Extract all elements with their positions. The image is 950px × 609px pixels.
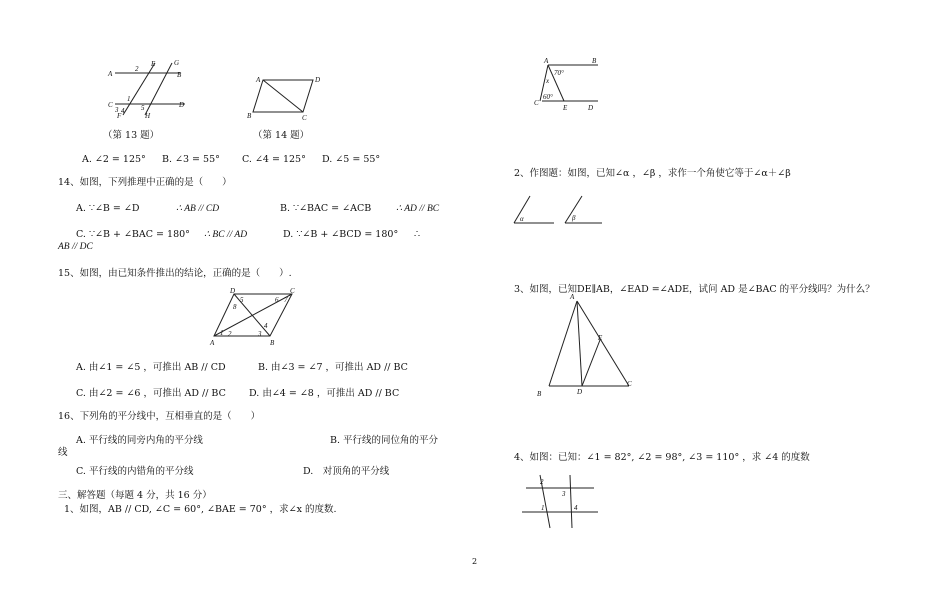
q14-option-d-therefore: ∴	[414, 229, 421, 240]
fx-label-d: D	[588, 104, 594, 112]
q13-option-a: A. ∠2 = 125°	[82, 154, 146, 165]
f13-label-1: 1	[127, 95, 131, 103]
q14-option-a-conclusion: ∴ AB // CD	[176, 204, 220, 214]
f13-label-2: 2	[135, 65, 139, 73]
f3-label-b: B	[537, 390, 542, 398]
f13-label-4: 4	[121, 107, 125, 115]
q16-option-b-wrap: 线	[58, 447, 68, 458]
fx-label-e: E	[563, 104, 568, 112]
solve-2-question: 2、作图题：如图，已知∠α ，∠β ，求作一个角使它等于∠α＋∠β	[514, 168, 791, 179]
f15-label-6: 6	[275, 296, 279, 304]
q15-option-d: D. 由∠4 = ∠8 ，可推出 AD // BC	[249, 388, 400, 399]
f3-label-e: E	[598, 334, 603, 342]
q15-stem: 15、如图，由已知条件推出的结论，正确的是（ ）.	[58, 268, 292, 279]
fx-label-b: B	[592, 57, 597, 65]
f15-label-1: 1	[220, 329, 224, 337]
fx-label-60: 60°	[543, 93, 553, 101]
q14-option-d-premise: D. ∵∠B + ∠BCD = 180°	[283, 229, 399, 240]
q14-option-c-conclusion: ∴ BC // AD	[204, 230, 248, 240]
solve-3-question: 3、如图，已知DE∥AB，∠EAD =∠ADE，试问 AD 是∠BAC 的平分线吗？为什么？	[514, 284, 875, 295]
f15-label-2: 2	[228, 330, 232, 338]
fx-label-a: A	[544, 57, 549, 65]
q13-option-c: C. ∠4 = 125°	[242, 154, 306, 165]
solve-4-question: 4、如图：已知：∠1 = 82°, ∠2 = 98°, ∠3 = 110° ，求 ∠4 的度数	[514, 452, 810, 463]
f13-label-3: 3	[115, 106, 119, 114]
f3-label-d: D	[577, 388, 583, 396]
figure-bisector-diagram	[534, 294, 644, 398]
q14-option-a-premise: A. ∵∠B = ∠D	[76, 203, 140, 214]
f13-label-h: H	[145, 112, 151, 120]
q16-option-c: C. 平行线的内错角的平分线	[76, 466, 194, 477]
f13-label-a: A	[108, 70, 113, 78]
f15-label-b: B	[270, 339, 275, 347]
q14-option-b-premise: B. ∵∠BAC = ∠ACB	[280, 203, 372, 214]
q14-option-b-conclusion: ∴ AD // BC	[396, 204, 440, 214]
page-number: 2	[472, 557, 478, 566]
f15-label-3: 3	[258, 330, 262, 338]
figure-14-caption: （第 14 题）	[253, 130, 310, 141]
f4-label-1: 1	[541, 504, 545, 512]
f4-label-3: 3	[562, 490, 566, 498]
fx-label-70: 70°	[554, 69, 564, 77]
f4-label-2: 2	[540, 478, 544, 486]
f4-label-4: 4	[574, 504, 578, 512]
f14-label-d: D	[315, 76, 321, 84]
f3-label-a: A	[570, 293, 575, 301]
fx-label-x: x	[546, 77, 550, 85]
fx-label-c: C	[534, 99, 539, 107]
f13-label-5: 5	[141, 104, 145, 112]
q16-option-b: B. 平行线的同位角的平分	[330, 435, 439, 446]
figure-13-diagram	[105, 58, 195, 120]
q15-option-b: B. 由∠3 = ∠7 ，可推出 AD // BC	[258, 362, 408, 373]
f15-label-4: 4	[264, 322, 268, 330]
q16-stem: 16、下列角的平分线中，互相垂直的是（ ）	[58, 411, 261, 422]
f15-label-8: 8	[233, 303, 237, 311]
q16-option-d: D. 对顶角的平分线	[303, 466, 390, 477]
f13-label-c: C	[108, 101, 113, 109]
q14-option-d-conclusion: AB // DC	[58, 242, 93, 252]
q16-option-a: A. 平行线的同旁内角的平分线	[76, 435, 203, 446]
q14-option-c-premise: C. ∵∠B + ∠BAC = 180°	[76, 229, 190, 240]
q15-option-c: C. 由∠2 = ∠6 ，可推出 AD // BC	[76, 388, 226, 399]
f13-label-f: F	[117, 112, 122, 120]
figure-13-caption: （第 13 题）	[103, 130, 160, 141]
section-3-heading: 三、解答题（每题 4 分，共 16 分）	[58, 490, 212, 501]
f15-label-7: 7	[284, 296, 288, 304]
f14-label-b: B	[247, 112, 252, 120]
solve-1-question: 1、如图，AB // CD, ∠C = 60°, ∠BAE = 70° ，求∠x 的度数.	[64, 504, 337, 515]
q14-stem: 14、如图，下列推理中正确的是（ ）	[58, 177, 232, 188]
f13-label-d: D	[179, 101, 185, 109]
f15-label-c: C	[290, 287, 295, 295]
f15-label-a: A	[210, 339, 215, 347]
f13-label-g: G	[174, 59, 180, 67]
f15-label-d: D	[230, 287, 236, 295]
figure-angle-x-diagram	[528, 55, 608, 117]
f14-label-c: C	[302, 114, 307, 122]
q13-option-b: B. ∠3 = 55°	[162, 154, 220, 165]
figure-14-diagram	[245, 72, 325, 122]
angle-beta-label: β	[572, 214, 576, 222]
f13-label-b: B	[177, 71, 182, 79]
q15-option-a: A. 由∠1 = ∠5 ，可推出 AB // CD	[76, 362, 226, 373]
f3-label-c: C	[627, 380, 632, 388]
q13-option-d: D. ∠5 = 55°	[322, 154, 381, 165]
figure-alpha-beta-diagram	[510, 190, 605, 228]
f13-label-e: E	[151, 60, 156, 68]
f14-label-a: A	[256, 76, 261, 84]
angle-alpha-label: α	[520, 215, 524, 223]
figure-four-angles-diagram	[518, 470, 598, 530]
figure-15-diagram	[206, 288, 302, 350]
f15-label-5: 5	[240, 296, 244, 304]
